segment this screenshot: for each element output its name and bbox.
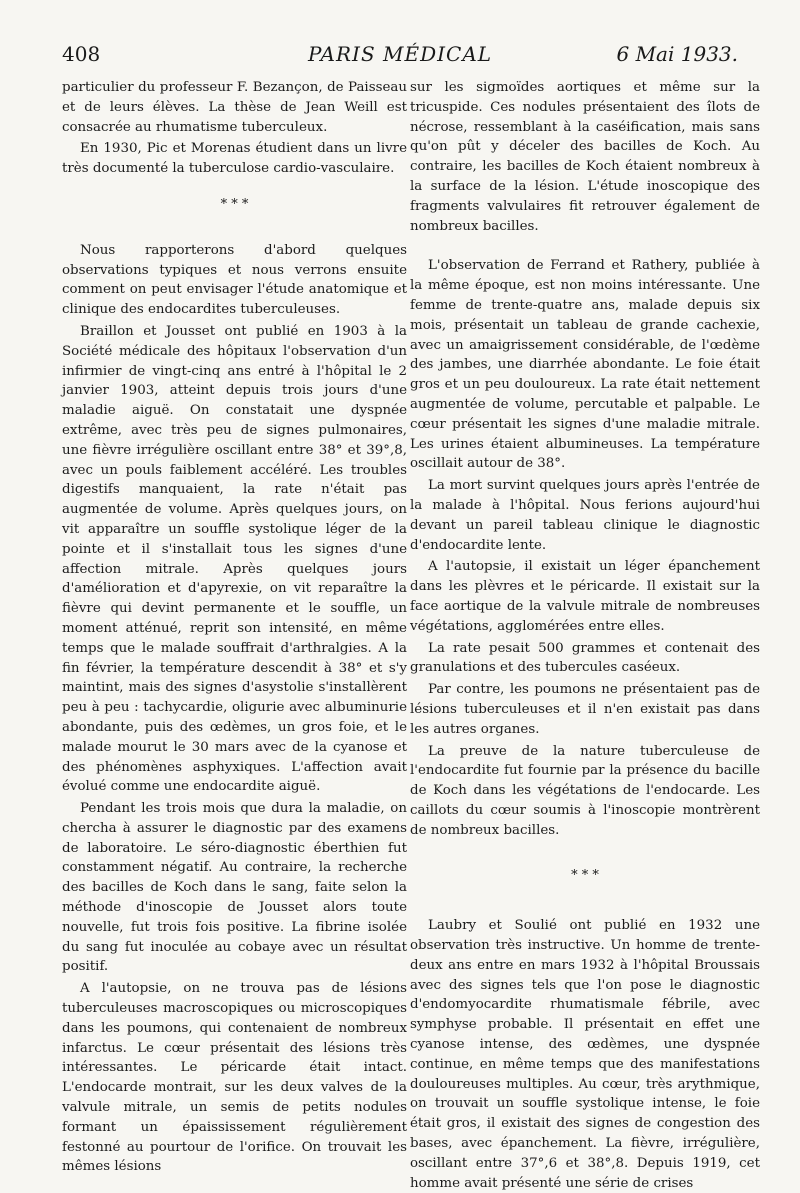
right-column (410, 78, 760, 1191)
page-header (62, 42, 738, 72)
paragraph: L'observation de Ferrand et Rathery, publiée à la même époque, est non moins intéressante. Une femme de trente-quatre ans, malade depuis six mois, présentait un tableau de grande cachexie, avec un amaigrissement considérable, de l'œdème des jambes, une diarrhée abondante. Le foie était gros et un peu douloureux. La rate était nettement augmentée de volume, percutable et palpable. Le cœur présentait les signes d'une maladie mitrale. Les urines étaient albumineuses. La température oscillait autour de 38°. (410, 258, 760, 472)
paragraph: particulier du professeur F. Bezançon, de Paisseau et de leurs élèves. La thèse de Jean Weill est consacrée au rhumatisme tuberculeux. (62, 80, 407, 135)
paragraph: A l'autopsie, on ne trouva pas de lésions tuberculeuses macroscopiques ou microscopiques dans les poumons, qui contenaient de nombreux infarctus. Le cœur présentait des lésions très intéressantes. Le péricarde était intact. L'endocarde montrait, sur les deux valves de la valvule mitrale, un semis de petits nodules formant un épaississement régulièrement festonné au pourtour de l'orifice. On trouvait les mêmes lésions (62, 981, 407, 1175)
paragraph: La rate pesait 500 grammes et contenait des granulations et des tubercules caséeux. (410, 640, 760, 676)
left-column (62, 78, 407, 1175)
paragraph: Nous rapporterons d'abord quelques observations typiques et nous verrons ensuite comment on peut envisager l'étude anatomique et clinique des endocardites tuberculeuses. (62, 242, 407, 318)
paragraph: La preuve de la nature tuberculeuse de l'endocardite fut fournie par la présence du bacille de Koch dans les végétations de l'endocarde. Les caillots du cœur soumis à l'inoscopie montrèrent de nombreux bacilles. (410, 743, 760, 838)
section-separator (62, 195, 407, 215)
paragraph: Laubry et Soulié ont publié en 1932 une observation très instructive. Un homme de trente-deux ans entre en mars 1932 à l'hôpital Broussais avec des signes tels que l'on pose le diagnostic d'endomyocardite rhumatismale fébrile, avec symphyse probable. Il présentait en effet une cyanose intense, des œdèmes, une dyspnée continue, en même temps que des manifestations douloureuses multiples. Au cœur, très arythmique, on trouvait un souffle systolique intense, le foie était gros, il existait des signes de congestion des bases, avec épanchement. La fièvre, irrégulière, oscillant entre 37°,6 et 38°,8. Depuis 1919, cet homme avait présenté une série de crises (410, 918, 760, 1191)
journal-title: PARIS MÉDICAL (307, 42, 493, 66)
issue-date: 6 Mai 1933. (616, 42, 738, 66)
paragraph: Braillon et Jousset ont publié en 1903 à la Société médicale des hôpitaux l'observation d'un infirmier de vingt-cinq ans entré à l'hôpital le 2 janvier 1903, atteint depuis trois jours d'une maladie aiguë. On constatait une dyspnée extrême, avec très peu de signes pulmonaires, une fièvre irrégulière oscillant entre 38° et 39°,8, avec un pouls faiblement accéléré. Les troubles digestifs manquaient, la rate n'était pas augmentée de volume. Après quelques jours, on vit apparaître un souffle systolique léger de la pointe et il s'installait tous les signes d'une affection mitrale. Après quelques jours d'amélioration et d'apyrexie, on vit reparaître la fièvre qui devint permanente et le souffle, un moment atténué, reprit son intensité, en même temps que le malade souffrait d'arthralgies. A la fin février, la température descendit à 38° et s'y maintint, mais des signes d'asystolie s'installèrent peu à peu : tachycardie, oligurie avec albuminurie abondante, puis des œdèmes, un gros foie, et le malade mourut le 30 mars avec de la cyanose et des phénomènes asphyxiques. L'affection avait évolué comme une endocardite aiguë. (62, 323, 407, 795)
paragraph: En 1930, Pic et Morenas étudient dans un livre très documenté la tuberculose cardio-vasculaire. (62, 141, 407, 177)
separator-stars: * * * (571, 868, 599, 884)
separator-stars: * * * (220, 196, 249, 212)
paragraph: A l'autopsie, il existait un léger épanchement dans les plèvres et le péricarde. Il existait sur la face aortique de la valvule mitrale de nombreuses végétations, agglomérées entre elles. (410, 559, 760, 634)
page-number: 408 (62, 42, 101, 66)
paragraph: sur les sigmoïdes aortiques et même sur la tricuspide. Ces nodules présentaient des îlots de nécrose, ressemblant à la caséification, mais sans qu'on pût y déceler des bacilles de Koch. Au contraire, les bacilles de Koch étaient nombreux à la surface de la lésion. L'étude inoscopique des fragments valvulaires fit retrouver également de nombreux bacilles. (410, 80, 760, 234)
paragraph: Par contre, les poumons ne présentaient pas de lésions tuberculeuses et il n'en existait pas dans les autres organes. (410, 682, 760, 737)
paragraph: Pendant les trois mois que dura la maladie, on chercha à assurer le diagnostic par des examens de laboratoire. Le séro-diagnostic éberthien fut constamment négatif. Au contraire, la recherche des bacilles de Koch dans le sang, faite selon la méthode d'inoscopie de Jousset alors toute nouvelle, fut trois fois positive. La fibrine isolée du sang fut inoculée au cobaye avec un résultat positif. (62, 801, 407, 975)
paragraph: La mort survint quelques jours après l'entrée de la malade à l'hôpital. Nous ferions aujourd'hui devant un pareil tableau clinique le diagnostic d'endocardite lente. (410, 478, 760, 553)
section-separator (410, 866, 760, 886)
